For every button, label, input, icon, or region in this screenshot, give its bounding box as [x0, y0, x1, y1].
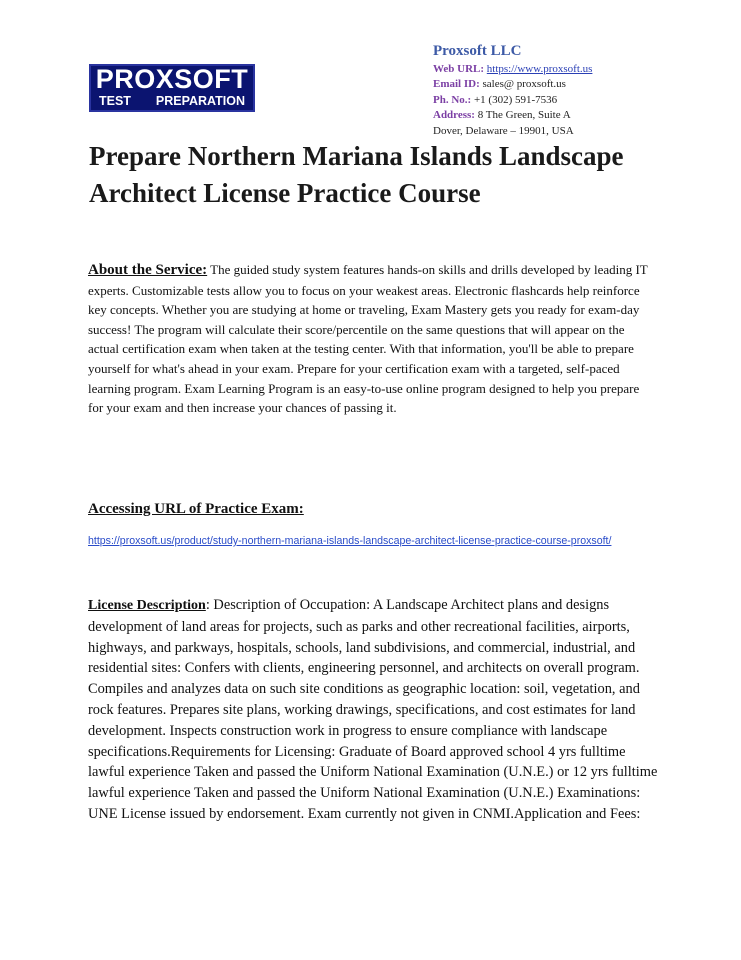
license-label: License Description [88, 598, 206, 613]
address-line-2: Dover, Delaware – 19901, USA [433, 124, 574, 137]
license-text: : Description of Occupation: A Landscape Architect plans and designs development of land areas for projects, such as parks and other recreational facilities, airports, highways, and parkways, hospitals, schools, land subdivisions, and commercial, industrial, and residential sites: Confers with clients, engineering personnel, and architects on overall program. Compiles and analyzes data on such site conditions as geographic location: soil, vegetation, and rock features. Prepares site plans, working drawings, specifications, and cost estimates for land development. Inspects construction work in progress to ensure compliance with landscape specifications.Requirements for Licensing: Graduate of Board approved school 4 yrs fulltime lawful experience Taken and passed the Uniform National Examination (U.N.E.) or 12 yrs fulltime lawful experience Taken and passed the Uniform National Examination (U.N.E.) Examinations: UNE License issued by endorsement. Exam currently not given in CNMI.Application and Fees: [88, 597, 658, 822]
address-label: Address: [433, 109, 475, 122]
page-title: Prepare Northern Mariana Islands Landscape Architect License Practice Course [89, 141, 624, 208]
company-name: Proxsoft LLC [433, 43, 522, 59]
logo-tagline [89, 93, 255, 108]
about-text: The guided study system features hands-on skills and drills developed by leading IT experts. Customizable tests allow you to focus on your weakest areas. Electronic flashcards help reinforce key concepts. Whether you are studying at home or traveling, Exam Mastery gets you ready for exam-day success! The program will calculate their score/percentile on the same questions that will appear on the actual certification exam when taken at the testing center. With that information, you'll be able to prepare yourself for what's ahead in your exam. Prepare for your certification exam with a targeted, self-paced learning program. Exam Learning Program is an easy-to-use online program designed to help you prepare for your exam and then increase your chances of passing it. [88, 262, 648, 416]
logo-tagline-right: PREPARATION [155, 94, 245, 108]
logo-tagline-left: TEST [99, 94, 131, 108]
web-url-label: Web URL: [433, 63, 485, 75]
license-section [88, 595, 658, 825]
web-url-line [433, 62, 733, 77]
phone-label: Ph. No.: [433, 93, 472, 106]
access-heading: Accessing URL of Practice Exam: [88, 501, 304, 517]
address-line-1: 8 The Green, Suite A [477, 109, 571, 122]
web-url-link[interactable]: https://www.proxsoft.us [486, 63, 593, 75]
company-contact-block [433, 42, 733, 139]
about-label: About the Service: [88, 262, 208, 278]
phone-line [433, 93, 733, 108]
about-section [88, 260, 656, 418]
phone-value: +1 (302) 591-7536 [473, 93, 558, 106]
logo-wordmark: PROXSOFT [95, 64, 249, 94]
email-value: sales@ proxsoft.us [482, 78, 566, 91]
email-label: Email ID: [433, 78, 480, 91]
proxsoft-logo [89, 64, 255, 112]
email-line [433, 77, 733, 92]
practice-exam-link[interactable]: https://proxsoft.us/product/study-northern-mariana-islands-landscape-architect-license-practice-course-proxsoft/ [88, 535, 612, 547]
address-line [433, 108, 733, 123]
